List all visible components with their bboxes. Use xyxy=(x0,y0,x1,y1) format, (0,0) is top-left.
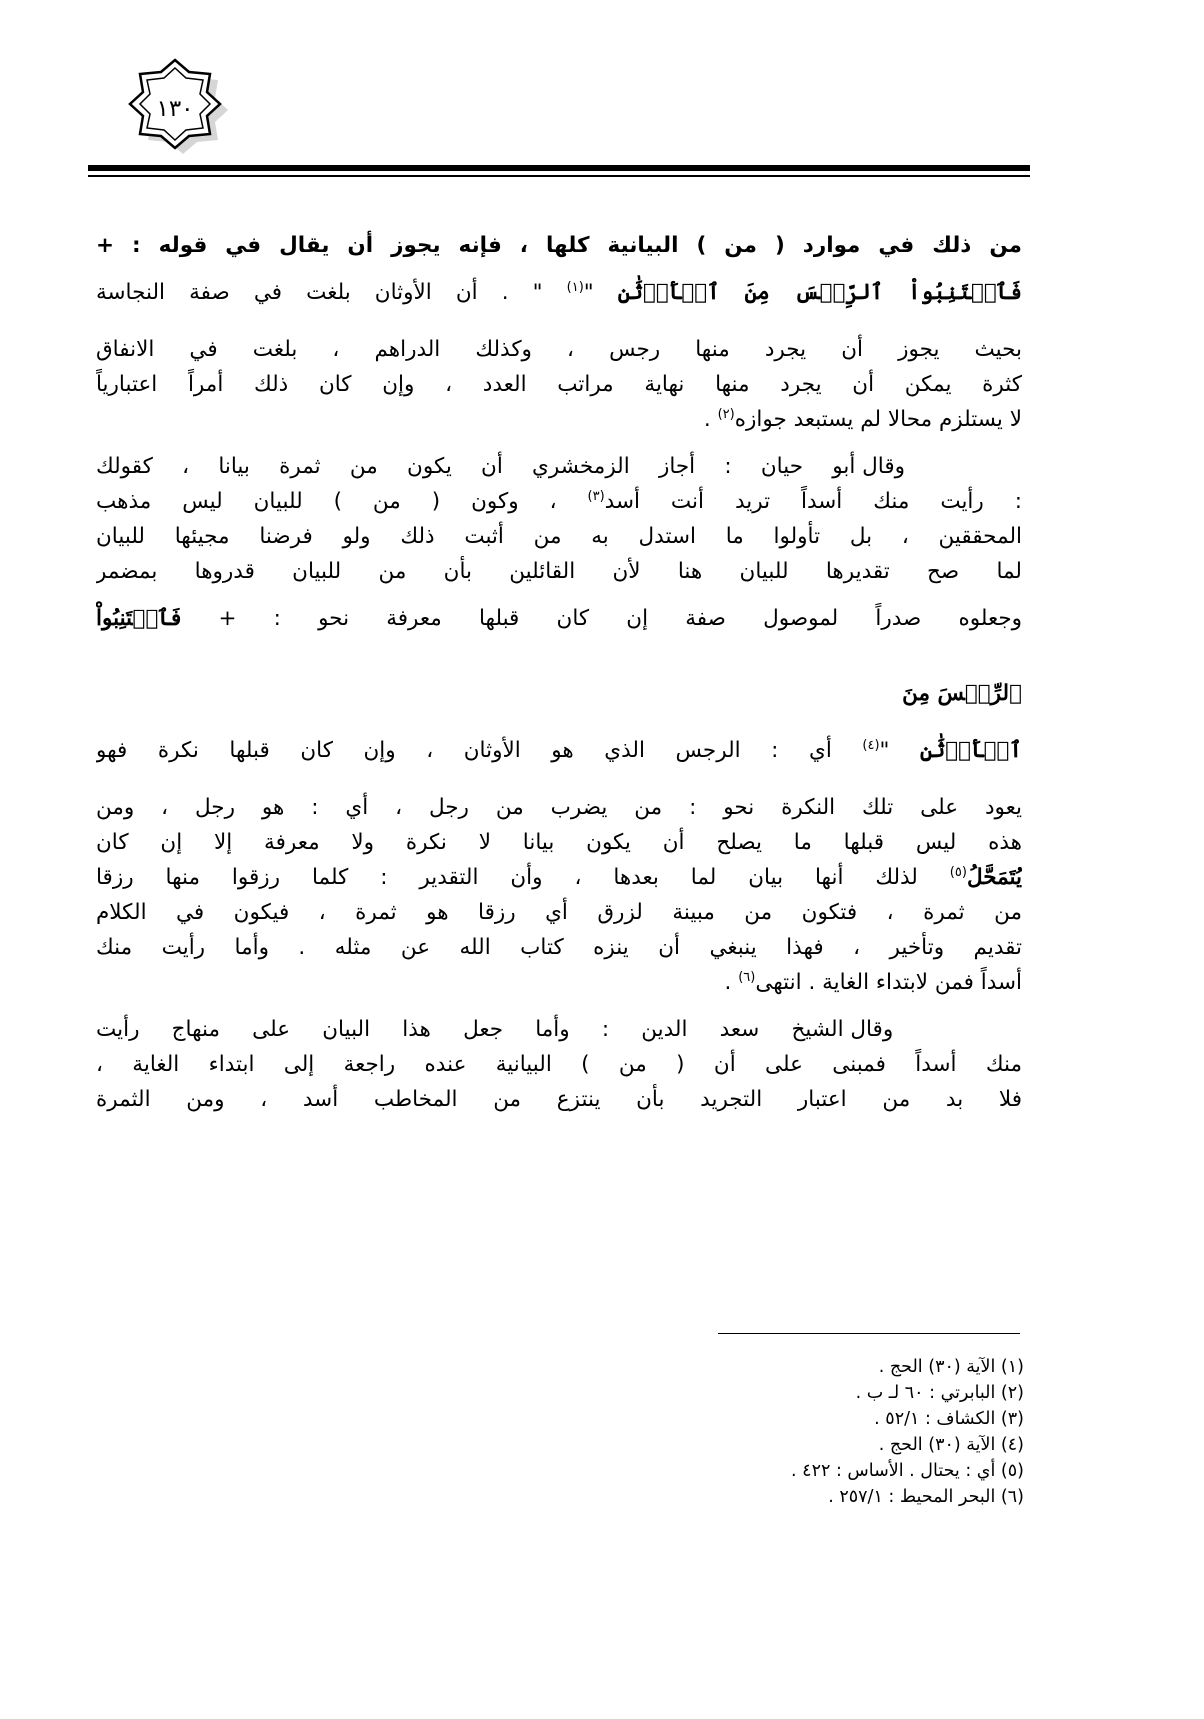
footnote-ref: (١) xyxy=(566,279,584,295)
text-line: فَٱجۡتَنِبُواْ ٱلرِّجۡسَ مِنَ ٱلۡأَوۡثَٰنِ "$^{(١)}$ " . أن الأوثان بلغت في صفة النجاسة xyxy=(96,279,1022,305)
text-line: تقديم وتأخير ، فهذا ينبغي أن ينزه كتاب الله عن مثله . وأما رأيت منك xyxy=(96,935,1022,960)
footnote-separator xyxy=(718,1333,1020,1334)
footnote: (١) الآية (٣٠) الحج . xyxy=(878,1357,1024,1377)
text-line: من ثمرة ، فتكون من مبينة لزرق أي رزقا هو ثمرة ، فيكون في الكلام xyxy=(96,900,1022,925)
page-number: ١٣٠ xyxy=(156,96,194,122)
quran-verse: فَٱجۡتَنِبُواْ ٱلرِّجۡسَ مِنَ ٱلۡأَوۡثَٰنِ xyxy=(617,280,1022,305)
text-line: لا يستلزم محالا لم يستبعد جوازه$^{(٢)}$ . xyxy=(703,406,1022,432)
text-line: أسداً فمن لابتداء الغاية . انتهى$^{(٦)}$ . xyxy=(724,969,1022,995)
quran-verse: فَٱجۡتَنِبُواْ xyxy=(96,606,182,631)
footnote: (٣) الكشاف : ٥٢/١ . xyxy=(874,1409,1024,1429)
page-number-badge xyxy=(110,48,240,170)
text-line: ٱلۡأَوۡثَٰنِ "$^{(٤)}$ أي : الرجس الذي هو الأوثان ، وإن كان قبلها نكرة فهو xyxy=(96,737,1022,763)
footnote-ref: (٦) xyxy=(738,969,756,985)
text-line: يُتَمَحَّلُ$^{(٥)}$ لذلك أنها بيان لما بعدها ، وأن التقدير : كلما رزقوا منها رزقا xyxy=(96,864,1022,890)
text-line: وقال الشيخ سعد الدين : وأما جعل هذا البيان على منهاج رأيت xyxy=(96,1017,894,1042)
footnote-ref: (٤) xyxy=(862,737,880,753)
text-line: بحيث يجوز أن يجرد منها رجس ، وكذلك الدراهم ، بلغت في الانفاق xyxy=(96,337,1022,362)
text-line: هذه ليس قبلها ما يصلح أن يكون بيانا لا نكرة ولا معرفة إلا إن كان xyxy=(96,830,1022,855)
footnote: (٢) البابرتي : ٦٠ لـ ب . xyxy=(855,1383,1024,1403)
text-line: وجعلوه صدراً لموصول صفة إن كان قبلها معرفة نحو : + فَٱجۡتَنِبُواْ xyxy=(96,606,1022,631)
footnote: (٤) الآية (٣٠) الحج . xyxy=(878,1435,1024,1455)
header-rule-thick xyxy=(88,165,1030,171)
footnote-ref: (٢) xyxy=(717,406,735,422)
footnote-ref: (٥) xyxy=(949,864,967,880)
text-line: المحققين ، بل تأولوا ما استدل به من أثبت ذلك ولو فرضنا مجيئها للبيان xyxy=(96,524,1022,549)
main-text xyxy=(96,228,1022,1117)
footnote: (٥) أي : يحتال . الأساس : ٤٢٢ . xyxy=(791,1461,1024,1481)
footnote: (٦) البحر المحيط : ٢٥٧/١ . xyxy=(828,1487,1024,1507)
text-line: كثرة يمكن أن يجرد منها نهاية مراتب العدد ، وإن كان ذلك أمراً اعتبارياً xyxy=(96,372,1022,397)
text-line xyxy=(96,676,1022,711)
text-line: يعود على تلك النكرة نحو : من يضرب من رجل ، أي : هو رجل ، ومن xyxy=(96,795,1022,820)
footnotes xyxy=(791,1354,1024,1510)
text-line: : رأيت منك أسداً تريد أنت أسد$^{(٣)}$ ، وكون ( من ) للبيان ليس مذهب xyxy=(96,488,1022,514)
text-line: من ذلك في موارد ( من ) البيانية كلها ، فإنه يجوز أن يقال في قوله : + xyxy=(96,233,1022,258)
quran-verse: ٱلۡأَوۡثَٰنِ xyxy=(920,738,1022,763)
header-rule-thin xyxy=(88,175,1030,177)
quran-verse: ٱلرِّجۡسَ مِنَ xyxy=(902,681,1022,706)
text-line: فلا بد من اعتبار التجريد بأن ينتزع من المخاطب أسد ، ومن الثمرة xyxy=(96,1087,1022,1112)
text-line: منك أسداً فمبنى على أن ( من ) البيانية عنده راجعة إلى ابتداء الغاية ، xyxy=(96,1052,1022,1077)
text-line: وقال أبو حيان : أجاز الزمخشري أن يكون من ثمرة بيانا ، كقولك xyxy=(96,454,905,479)
text-line: لما صح تقديرها للبيان هنا لأن القائلين بأن من للبيان قدروها بمضمر xyxy=(96,559,1022,584)
footnote-ref: (٣) xyxy=(587,488,605,504)
